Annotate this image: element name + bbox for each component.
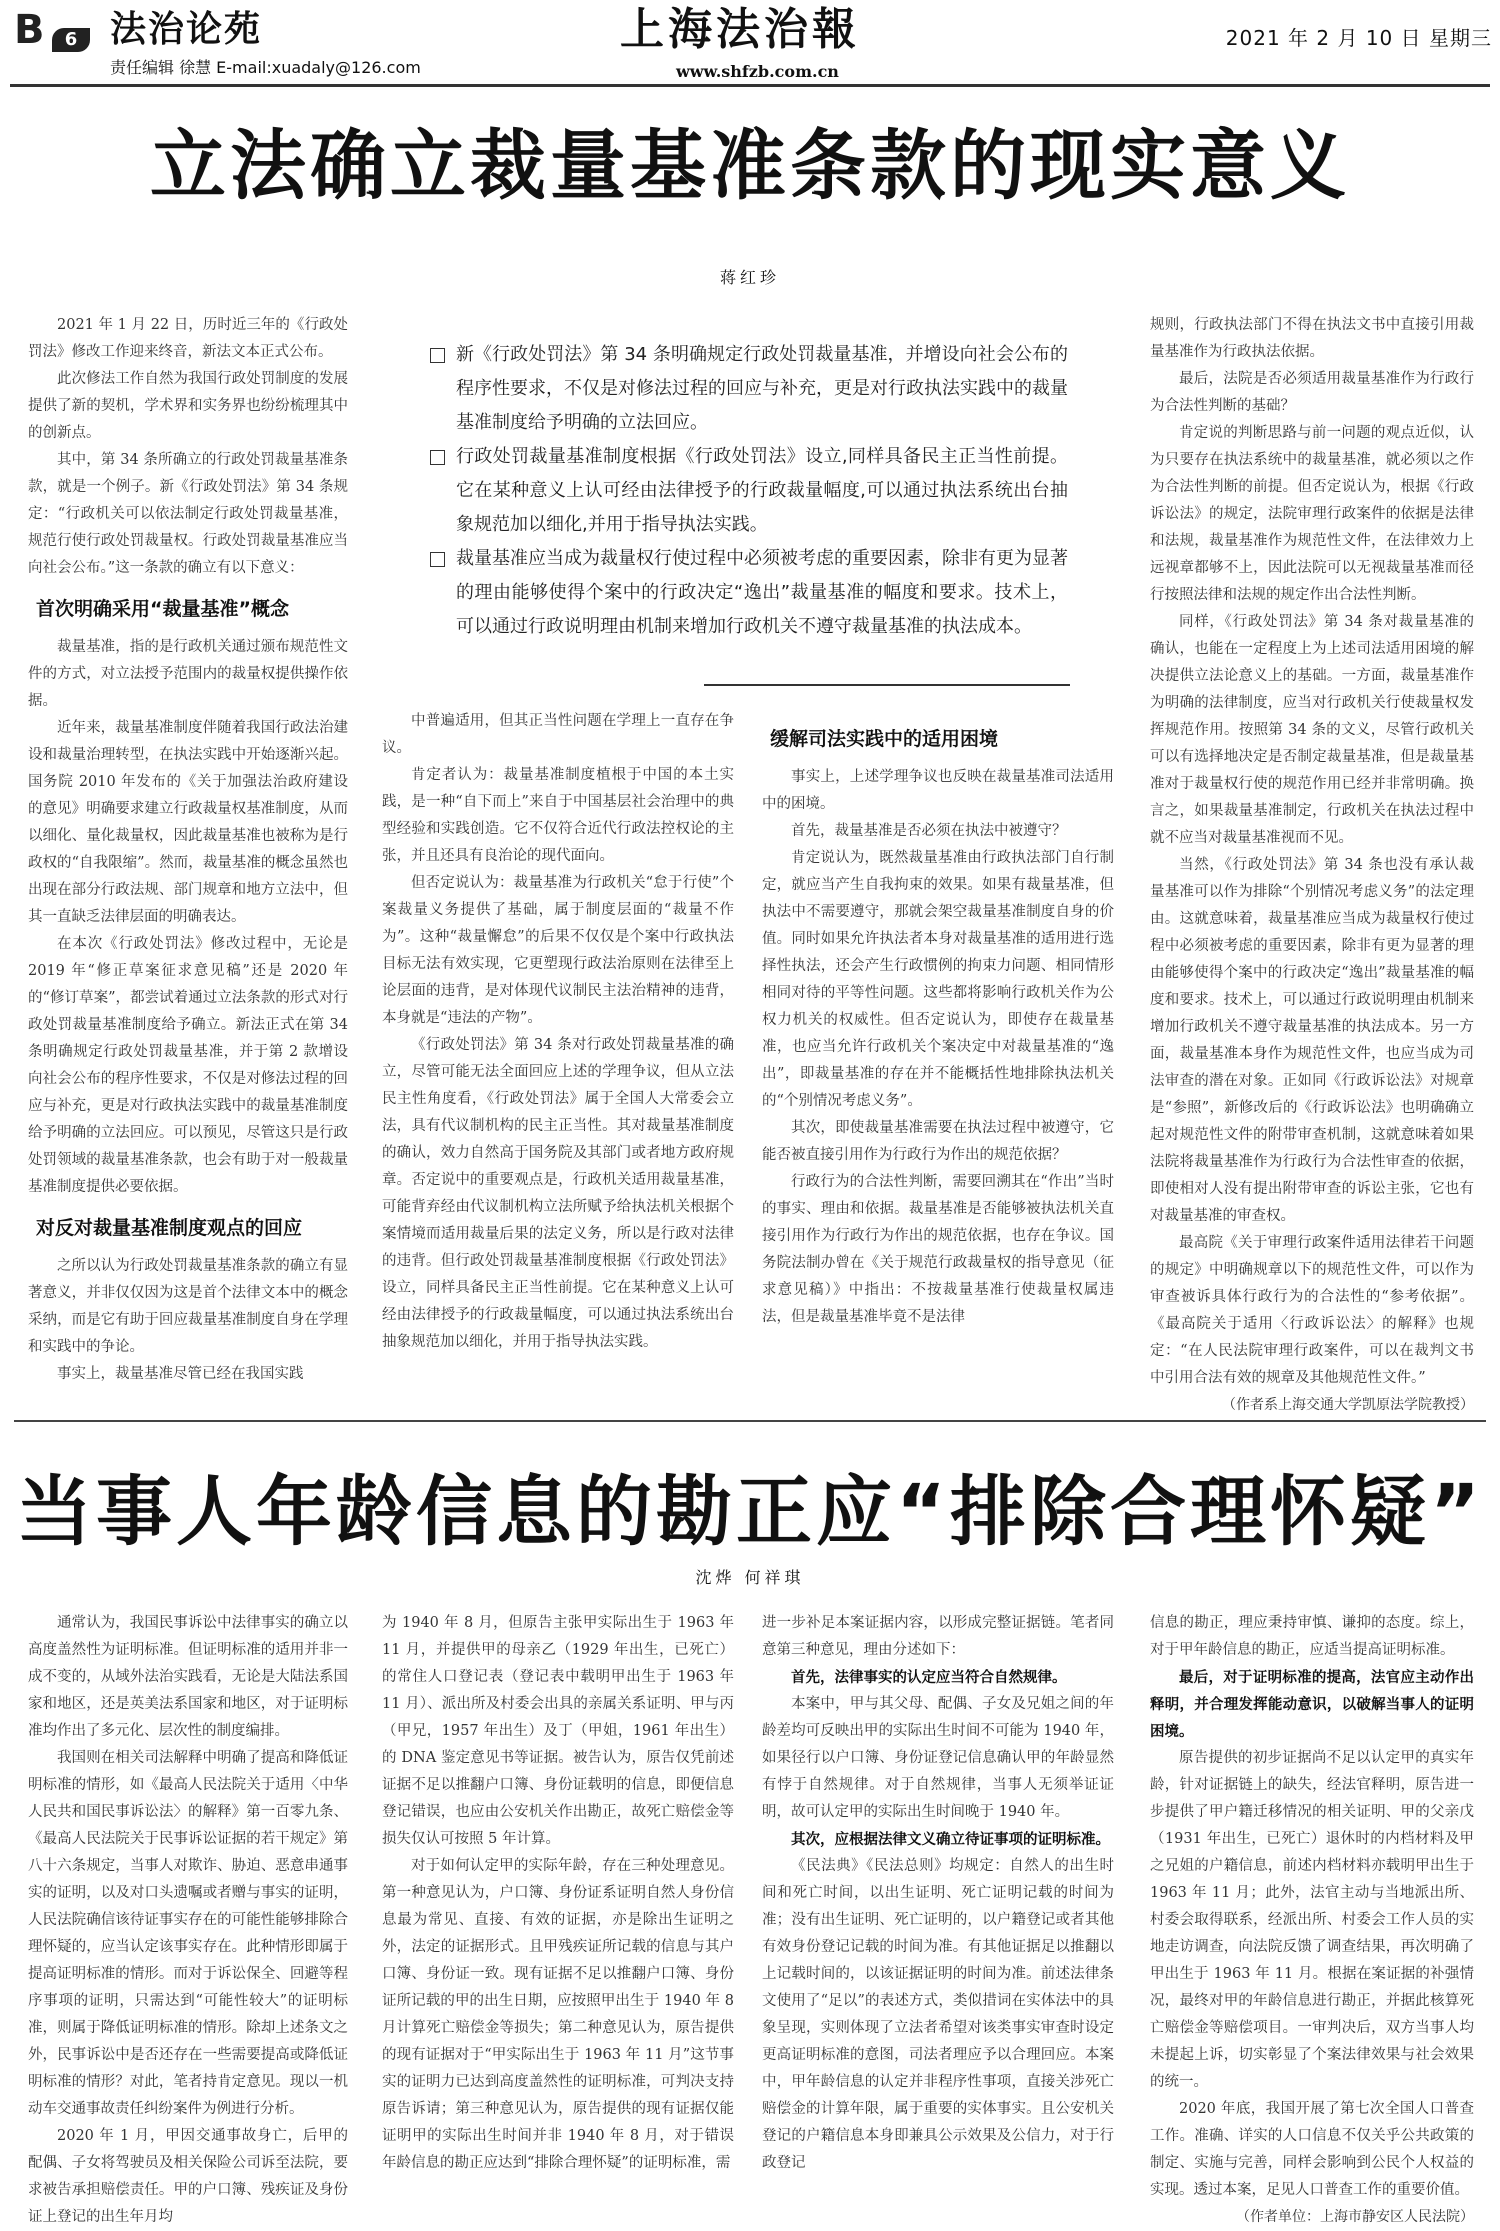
pull-quote (428, 338, 1068, 644)
paragraph: 肯定者认为：裁量基准制度植根于中国的本土实践，是一种“自下而上”来自于中国基层社会治理中的典型经验和实践创造。它不仅符合近代行政法控权论的主张，并且还具有良治论的现代面向。 (382, 767, 734, 864)
pull-quote-rule (704, 684, 1070, 686)
paragraph: 裁量基准，指的是行政机关通过颁布规范性文件的方式，对立法授予范围内的裁量权提供操作依据。 (28, 639, 348, 709)
paragraph: 信息的勘正，理应秉持审慎、谦抑的态度。综上，对于甲年龄信息的勘正，应适当提高证明标准。 (1150, 1615, 1474, 1658)
article2-column-1 (28, 1610, 348, 2225)
subheading: 首次明确采用“裁量基准”概念 (36, 598, 289, 620)
paper-url: www.shfzb.com.cn (676, 62, 839, 81)
paragraph: 为 1940 年 8 月，但原告主张甲实际出生于 1963 年 11 月，并提供甲的母亲乙（1929 年出生，已死亡）的常住人口登记表（登记表中载明甲出生于 1963 年 11 月）、派出所及村委会出具的亲属关系证明、甲与丙（甲兄，1957 年出生）及丁（甲姐，1961 年出生）的 DNA 鉴定意见书等证据。被告认为，原告仅凭前述证据不足以推翻户口簿、身份证载明的信息，即便信息登记错误，也应由公安机关作出勘正，故死亡赔偿金等损失仅认可按照 5 年计算。 (382, 1615, 734, 1847)
paragraph: 此次修法工作自然为我国行政处罚制度的发展提供了新的契机，学术界和实务界也纷纷梳理其中的创新点。 (28, 371, 348, 441)
pull-quote-item: 裁量基准应当成为裁量权行使过程中必须被考虑的重要因素，除非有更为显著的理由能够使得个案中的行政决定“逸出”裁量基准的幅度和要求。技术上，可以通过行政说明理由机制来增加行政机关不遵守裁量基准的执法成本。 (428, 542, 1068, 644)
page-badge (14, 7, 94, 53)
subheading: 缓解司法实践中的适用困境 (770, 728, 999, 750)
paragraph: 之所以认为行政处罚裁量基准条款的确立有显著意义，并非仅仅因为这是首个法律文本中的概念采纳，而是它有助于回应裁量基准制度自身在学理和实践中的争论。 (28, 1258, 348, 1355)
paragraph: 2020 年底，我国开展了第七次全国人口普查工作。准确、详实的人口信息不仅关乎公共政策的制定、实施与完善，同样会影响到公民个人权益的实现。透过本案，足见人口普查工作的重要价值。 (1150, 2101, 1474, 2198)
paragraph: 2021 年 1 月 22 日，历时近三年的《行政处罚法》修改工作迎来终音，新法文本正式公布。 (28, 317, 348, 360)
article1-column-2 (382, 708, 734, 1392)
checkbox-icon (430, 348, 445, 363)
paragraph: 2020 年 1 月，甲因交通事故身亡，后甲的配偶、子女将驾驶员及相关保险公司诉至法院，要求被告承担赔偿责任。甲的户口簿、残疾证及身份证上登记的出生年月均 (28, 2128, 348, 2225)
paragraph: 原告提供的初步证据尚不足以认定甲的真实年龄，针对证据链上的缺失，经法官释明，原告进一步提供了甲户籍迁移情况的相关证明、甲的父亲戊（1931 年出生，已死亡）退休时的内档材料及甲之兄姐的户籍信息，前述内档材料亦载明甲出生于 1963 年 11 月；此外，法官主动与当地派出所、村委会取得联系，经派出所、村委会工作人员的实地走访调查，向法院反馈了调查结果，再次明确了甲出生于 1963 年 11 月。根据在案证据的补强情况，最终对甲的年龄信息进行勘正，并据此核算死亡赔偿金等赔偿项目。一审判决后，双方当事人均未提起上诉，切实彰显了个案法律效果与社会效果的统一。 (1150, 1750, 1474, 2090)
paragraph: 事实上，裁量基准尽管已经在我国实践 (57, 1366, 304, 1382)
article1-column-3 (762, 724, 1114, 1392)
paragraph: 事实上，上述学理争议也反映在裁量基准司法适用中的困境。 (762, 769, 1114, 812)
paragraph: 但否定说认为：裁量基准为行政机关“怠于行使”个案裁量义务提供了基础，属于制度层面的“裁量不作为”。这种“裁量懈怠”的后果不仅仅是个案中行政执法目标无法有效实现，它更塑现行政法治原则在法律至上论层面的违背，是对体现代议制民主法治精神的违背，本身就是“违法的产物”。 (382, 875, 734, 1026)
paragraph: 肯定说的判断思路与前一问题的观点近似，认为只要存在执法系统中的裁量基准，就必须以之作为合法性判断的前提。但否定说认为，根据《行政诉讼法》的规定，法院审理行政案件的依据是法律和法规，裁量基准作为规范性文件，在法律效力上远视章都够不上，因此法院可以无视裁量基准而径行按照法律和法规的规定作出合法性判断。 (1150, 425, 1474, 603)
article1-headline: 立法确立裁量基准条款的现实意义 (150, 121, 1350, 210)
paragraph: 通常认为，我国民事诉讼中法律事实的确立以高度盖然性为证明标准。但证明标准的适用并非一成不变的，从域外法治实践看，无论是大陆法系国家和地区，还是英美法系国家和地区，对于证明标准均作出了多元化、层次性的制度编排。 (28, 1615, 348, 1739)
article2-column-2 (382, 1610, 734, 2222)
article1-column-1 (28, 312, 348, 1392)
page-letter: B (14, 7, 45, 53)
subheading: 对反对裁量基准制度观点的回应 (36, 1217, 303, 1239)
pull-quote-item: 新《行政处罚法》第 34 条明确规定行政处罚裁量基准，并增设向社会公布的程序性要求，不仅是对修法过程的回应与补充，更是对行政执法实践中的裁量基准制度给予明确的立法回应。 (428, 338, 1068, 440)
editor-line: 责任编辑 徐慧 E-mail:xuadaly@126.com (110, 58, 421, 77)
paragraph: 我国则在相关司法解释中明确了提高和降低证明标准的情形，如《最高人民法院关于适用〈中华人民共和国民事诉讼法〉的解释》第一百零九条、《最高人民法院关于民事诉讼证据的若干规定》第八十六条规定，当事人对欺诈、胁迫、恶意串通事实的证明，以及对口头遗嘱或者赠与事实的证明，人民法院确信该待证事实存在的可能性能够排除合理怀疑的，应当认定该事实存在。此种情形即属于提高证明标准的情形。而对于诉讼保全、回避等程序事项的证明，只需达到“可能性较大”的证明标准，则属于降低证明标准的情形。除却上述条文之外，民事诉讼中是否还存在一些需要提高或降低证明标准的情形？对此，笔者持肯定意见。现以一机动车交通事故责任纠纷案件为例进行分析。 (28, 1750, 348, 2117)
paragraph: 在本次《行政处罚法》修改过程中，无论是 2019 年“修正草案征求意见稿”还是 2020 年的“修订草案”，都尝试着通过立法条款的形式对行政处罚裁量基准制度给予确立。新法正式在第 34 条明确规定行政处罚裁量基准，并于第 2 款增设向社会公布的程序性要求，不仅是对修法过程的回应与补充，更是对行政执法实践中的裁量基准制度给予明确的立法回应。可以预见，尽管这只是行政处罚领域的裁量基准条款，也会有助于对一般裁量基准制度提供必要依据。 (28, 936, 348, 1195)
paragraph: 肯定说认为，既然裁量基准由行政执法部门自行制定，就应当产生自我拘束的效果。如果有裁量基准，但执法中不需要遵守，那就会架空裁量基准制度自身的价值。同时如果允许执法者本身对裁量基准的适用进行选择性执法，还会产生行政惯例的拘束力问题、相同情形相同对待的平等性问题。这些都将影响行政机关作为公权力机关的权威性。但否定说认为，即使存在裁量基准，也应当允许行政机关个案决定中对裁量基准的“逸出”，即裁量基准的存在并不能概括性地排除执法机关的“个别情况考虑义务”。 (762, 850, 1114, 1109)
paragraph: 《民法典》《民法总则》均规定：自然人的出生时间和死亡时间，以出生证明、死亡证明记载的时间为准；没有出生证明、死亡证明的，以户籍登记或者其他有效身份登记记载的时间为准。有其他证据足以推翻以上记载时间的，以该证据证明的时间为准。前述法律条文使用了“足以”的表述方式，类似措词在实体法中的具象呈现，实则体现了立法者希望对该类事实审查时设定更高证明标准的意图，司法者理应予以合理回应。本案中，甲年龄信息的认定并非程序性事项，直接关涉死亡赔偿金的计算年限，属于重要的实体事实。且公安机关登记的户籍信息本身即兼具公示效果及公信力，对于行政登记 (762, 1858, 1114, 2171)
masthead (0, 0, 1500, 88)
paragraph: 最高院《关于审理行政案件适用法律若干问题的规定》中明确规章以下的规范性文件，可以作为审查被诉具体行政行为的合法性的“参考依据”。《最高院关于适用〈行政诉讼法〉的解释》也规定：“在人民法院审理行政案件，可以在裁判文书中引用合法有效的规章及其他规范性文件。” (1150, 1235, 1474, 1386)
paragraph: 中普遍适用，但其正当性问题在学理上一直存在争议。 (382, 713, 734, 756)
paragraph: 进一步补足本案证据内容，以形成完整证据链。笔者同意第三种意见，理由分述如下： (762, 1615, 1114, 1658)
paragraph: 《行政处罚法》第 34 条对行政处罚裁量基准的确立，尽管可能无法全面回应上述的学理争议，但从立法民主性角度看，《行政处罚法》属于全国人大常委会立法，具有代议制机构的民主正当性。其对裁量基准制度的确认，效力自然高于国务院及其部门或者地方政府规章。否定说中的重要观点是，行政机关适用裁量基准，可能背弃经由代议制机构立法所赋予给执法机关根据个案情境而适用裁量后果的法定义务，所以是行政对法律的违背。但行政处罚裁量基准制度根据《行政处罚法》设立，同样具备民主正当性前提。它在某种意义上认可经由法律授予的行政裁量幅度，可以通过执法系统出台抽象规范加以细化，并用于指导执法实践。 (382, 1037, 734, 1350)
paragraph: 其次，应根据法律文义确立待证事项的证明标准。 (791, 1831, 1110, 1848)
issue-date: 2021 年 2 月 10 日 星期三 (1225, 26, 1492, 50)
paragraph: 最后，法院是否必须适用裁量基准作为行政行为合法性判断的基础？ (1150, 371, 1474, 414)
checkbox-icon (430, 450, 445, 465)
paragraph: 规则，行政执法部门不得在执法文书中直接引用裁量基准作为行政执法依据。 (1150, 317, 1474, 360)
checkbox-icon (430, 552, 445, 567)
article2-column-4 (1150, 1610, 1474, 2225)
paragraph: 近年来，裁量基准制度伴随着我国行政法治建设和裁量治理转型，在执法实践中开始逐渐兴起。国务院 2010 年发布的《关于加强法治政府建设的意见》明确要求建立行政裁量权基准制度，从而以细化、量化裁量权，因此裁量基准也被称为是行政权的“自我限缩”。然而，裁量基准的概念虽然也出现在部分行政法规、部门规章和地方立法中，但其一直缺乏法律层面的明确表达。 (28, 720, 348, 925)
header-rule (10, 84, 1490, 87)
article2-headline: 当事人年龄信息的勘正应“排除合理怀疑” (16, 1467, 1484, 1556)
paper-logo: 上海法治報 (620, 4, 860, 55)
section-divider (14, 1420, 1486, 1422)
article1-column-4 (1150, 312, 1474, 1413)
article2-column-3 (762, 1610, 1114, 2222)
paragraph: 本案中，甲与其父母、配偶、子女及兄姐之间的年龄差均可反映出甲的实际出生时间不可能为 1940 年，如果径行以户口簿、身份证登记信息确认甲的年龄显然有悖于自然规律。对于自然规律，当事人无须举证证明，故可认定甲的实际出生时间晚于 1940 年。 (762, 1696, 1114, 1820)
pull-quote-item: 行政处罚裁量基准制度根据《行政处罚法》设立,同样具备民主正当性前提。它在某种意义上认可经由法律授予的行政裁量幅度,可以通过执法系统出台抽象规范加以细化,并用于指导执法实践。 (428, 440, 1068, 542)
article1-byline: 蒋红珍 (719, 268, 780, 287)
paragraph: 同样，《行政处罚法》第 34 条对裁量基准的确认，也能在一定程度上为上述司法适用困境的解决提供立法论意义上的基础。一方面，裁量基准作为明确的法律制度，应当对行政机关行使裁量权发挥规范作用。按照第 34 条的文义，尽管行政机关可以有选择地决定是否制定裁量基准，但是裁量基准对于裁量权行使的规范作用已经并非常明确。换言之，如果裁量基准制定，行政机关在执法过程中就不应当对裁量基准视而不见。 (1150, 614, 1474, 846)
page-number: 6 (52, 28, 90, 52)
paragraph: 对于如何认定甲的实际年龄，存在三种处理意见。第一种意见认为，户口簿、身份证系证明自然人身份信息最为常见、直接、有效的证据，亦是除出生证明之外，法定的证据形式。且甲残疾证所记载的信息与其户口簿、身份证一致。现有证据不足以推翻户口簿、身份证所记载的甲的出生日期，应按照甲出生于 1940 年 8 月计算死亡赔偿金等损失；第二种意见认为，原告提供的现有证据对于“甲实际出生于 1963 年 11 月”这节事实的证明力已达到高度盖然性的证明标准，可判决支持原告诉请；第三种意见认为，原告提供的现有证据仅能证明甲的实际出生时间并非 1940 年 8 月，对于错误年龄信息的勘正应达到“排除合理怀疑”的证明标准，需 (382, 1858, 734, 2171)
paragraph: 首先，法律事实的认定应当符合自然规律。 (791, 1669, 1067, 1686)
paragraph: 行政行为的合法性判断，需要回溯其在“作出”当时的事实、理由和依据。裁量基准是否能够被执法机关直接引用作为行政行为作出的规范依据，也存在争议。国务院法制办曾在《关于规范行政裁量权的指导意见（征求意见稿）》中指出：不按裁量基准行使裁量权属违法，但是裁量基准毕竟不是法律 (762, 1174, 1114, 1325)
paragraph: 其次，即使裁量基准需要在执法过程中被遵守，它能否被直接引用作为行政行为作出的规范依据？ (762, 1120, 1114, 1163)
author-note: （作者系上海交通大学凯原法学院教授） (1222, 1397, 1474, 1413)
paragraph: 当然，《行政处罚法》第 34 条也没有承认裁量基准可以作为排除“个别情况考虑义务”的法定理由。这就意味着，裁量基准应当成为裁量权行使过程中必须被考虑的重要因素，除非有更为显著的理由能够使得个案中的行政决定“逸出”裁量基准的幅度和要求。技术上，可以通过行政说明理由机制来增加行政机关不遵守裁量基准的执法成本。另一方面，裁量基准本身作为规范性文件，也应当成为司法审查的潜在对象。正如同《行政诉讼法》对规章是“参照”，新修改后的《行政诉讼法》也明确确立起对规范性文件的附带审查机制，这就意味着如果法院将裁量基准作为行政行为合法性审查的依据，即使相对人没有提出附带审查的诉讼主张，它也有对裁量基准的审查权。 (1150, 857, 1474, 1224)
author-note: （作者单位：上海市静安区人民法院） (1236, 2209, 1474, 2225)
article2-byline: 沈烨 何祥琪 (695, 1568, 805, 1587)
paragraph: 其中，第 34 条所确立的行政处罚裁量基准条款，就是一个例子。新《行政处罚法》第 34 条规定：“行政机关可以依法制定行政处罚裁量基准，规范行使行政处罚裁量权。行政处罚裁量基准应当向社会公布。”这一条款的确立有以下意义： (28, 452, 348, 576)
section-title: 法治论苑 (110, 9, 263, 50)
paragraph: 首先，裁量基准是否必须在执法中被遵守？ (791, 823, 1067, 839)
paragraph: 最后，对于证明标准的提高，法官应主动作出释明，并合理发挥能动意识，以破解当事人的证明困境。 (1150, 1669, 1474, 1740)
